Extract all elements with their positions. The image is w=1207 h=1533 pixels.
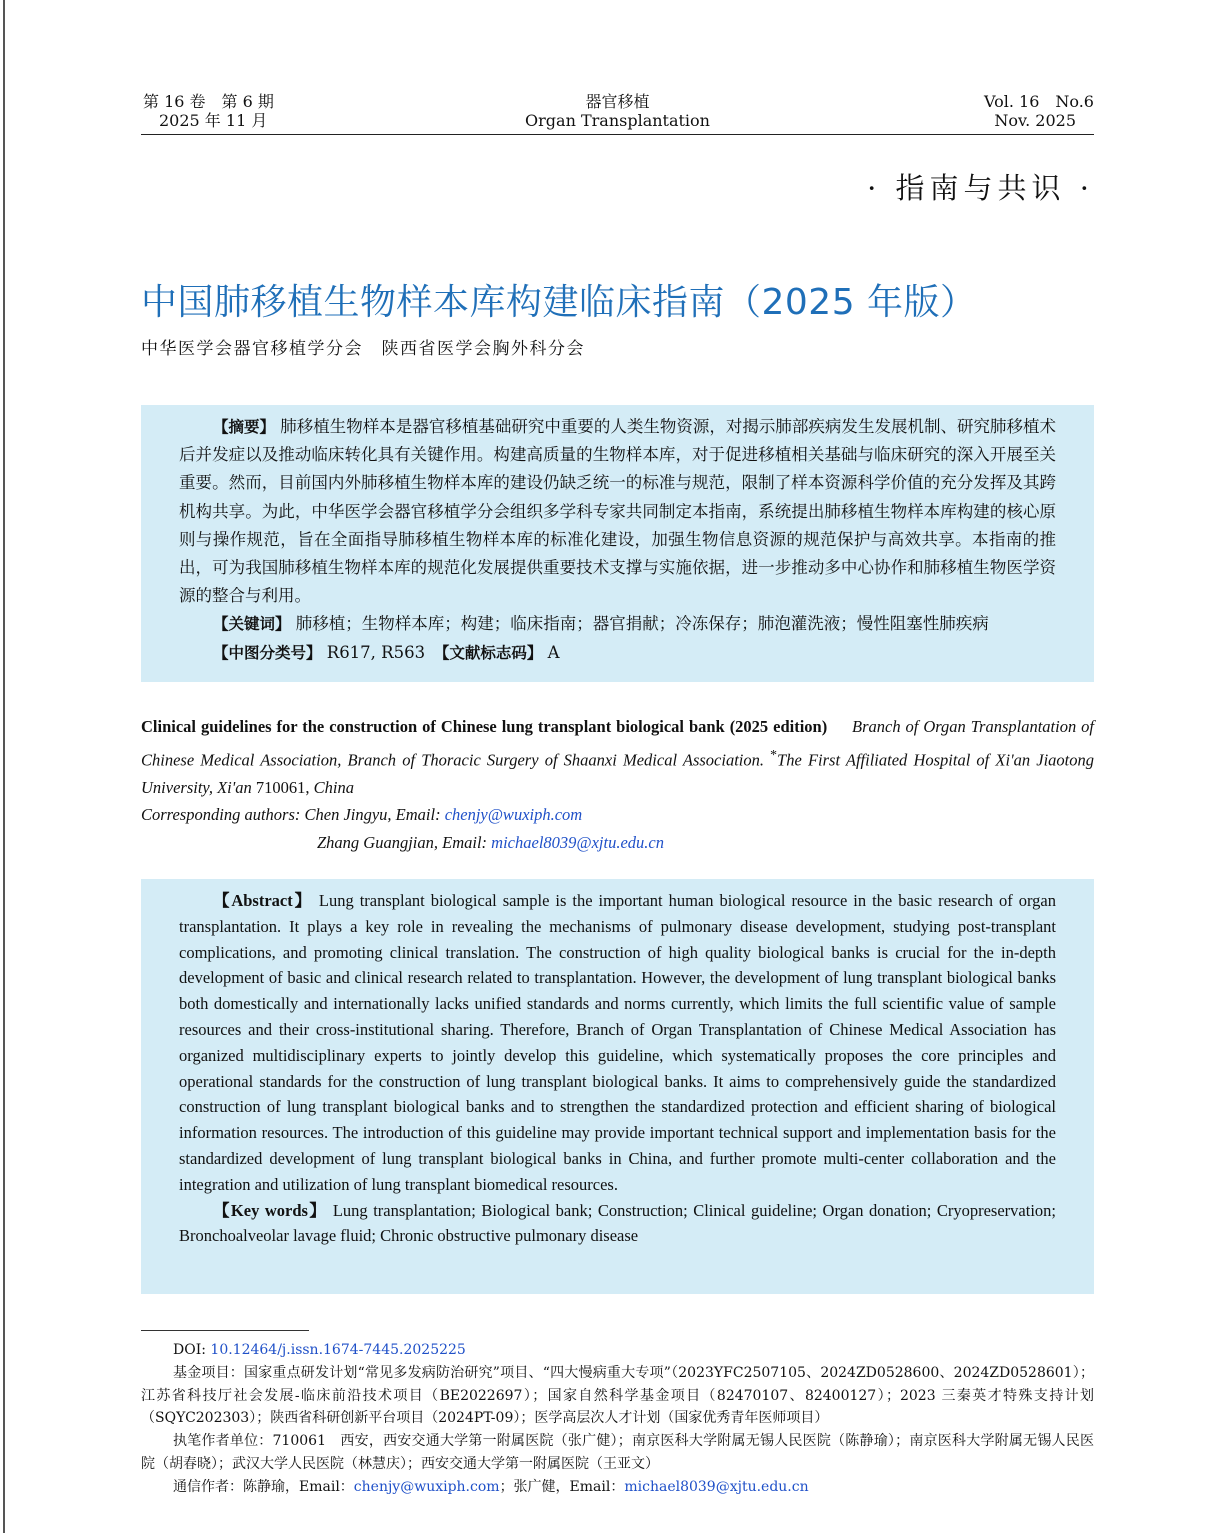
corr-email-link-2[interactable]: michael8039@xjtu.edu.cn [491, 832, 664, 852]
corr-label-2: Zhang Guangjian, Email: [317, 832, 488, 852]
corresponding-line-1 [141, 801, 1094, 829]
page-edge-rule [3, 0, 5, 1533]
keywords-cn-text: 肺移植；生物样本库；构建；临床指南；器官捐献；冷冻保存；肺泡灌洗液；慢性阻塞性肺疾病 [295, 614, 989, 634]
contact-label: 通信作者：陈静瑜，Email： [173, 1478, 354, 1495]
classification-paragraph [179, 639, 1056, 667]
contact-note [141, 1476, 1094, 1499]
abstract-cn-label: 【摘要】 [213, 418, 276, 436]
writers-note: 执笔作者单位：710061 西安，西安交通大学第一附属医院（张广健）；南京医科大学附属无锡人民医院（陈静瑜）；南京医科大学附属无锡人民医院（胡春晓）；武汉大学人民医院（林慧庆）；西安交通大学第一附属医院（王亚文） [141, 1433, 1094, 1472]
english-affiliation: The First Affiliated Hospital of Xi'an Jiaotong University, Xi'an [141, 750, 1094, 797]
keywords-cn-paragraph [179, 610, 1056, 638]
keywords-en-paragraph [179, 1198, 1056, 1250]
doc-code-label: 【文献标志码】 [441, 643, 543, 662]
footnotes [141, 1339, 1094, 1499]
doi-label: DOI: [173, 1342, 206, 1358]
header-center [141, 92, 1094, 130]
english-postcode: 710061 [255, 777, 306, 797]
contact-email-link-1[interactable]: chenjy@wuxiph.com [353, 1478, 500, 1495]
clc-label: 【中图分类号】 [213, 643, 322, 662]
keywords-en-text: Lung transplantation; Biological bank; Construction; Clinical guideline; Organ donation; Cryopreservation; Bronchoalveolar lavage fluid; Chronic obstructive pulmonary disease [179, 1200, 1056, 1246]
header-right [984, 92, 1094, 130]
volume-issue: 第 16 卷 第 6 期 [143, 92, 274, 111]
english-article-info [141, 713, 1094, 856]
issue-date: 2025 年 11 月 [159, 111, 268, 130]
abstract-en-label: 【Abstract】 [213, 891, 313, 910]
contact-email-link-2[interactable]: michael8039@xjtu.edu.cn [624, 1478, 809, 1495]
abstract-en-paragraph [179, 888, 1056, 1198]
corr-email-link-1[interactable]: chenjy@wuxiph.com [444, 805, 583, 824]
keywords-cn-label: 【关键词】 [213, 615, 291, 634]
issue-date-en: Nov. 2025 [994, 111, 1076, 130]
doi-line [141, 1339, 1094, 1362]
abstract-cn-box [141, 405, 1094, 682]
english-authors: Branch of Organ Transplantation of Chinese Medical Association, Branch of Thoracic Surgery of Shaanxi Medical Association. [141, 717, 1094, 769]
corresponding-line-2 [141, 829, 1094, 857]
doi-link[interactable]: 10.12464/j.issn.1674-7445.2025225 [210, 1342, 466, 1358]
journal-name-cn: 器官移植 [585, 92, 650, 111]
funding-note: 基金项目：国家重点研发计划“常见多发病防治研究”项目、“四大慢病重大专项”（2023YFC2507105、2024ZD0528600、2024ZD0528601）；江苏省科技厅社会发展-临床前沿技术项目（BE2022697）；国家自然科学基金项目（82470107、82400127）；2023 三秦英才特殊支持计划（SQYC202303）；陕西省科研创新平台项目（2024PT-09）；医学高层次人才计划（国家优秀青年医师项目） [141, 1364, 1094, 1427]
abstract-en-box [141, 879, 1094, 1294]
article-title: 中国肺移植生物样本库构建临床指南（2025 年版） [141, 282, 977, 324]
contact-mid: ；张广健，Email： [499, 1478, 625, 1495]
clc-value: R617, R563 [326, 642, 426, 662]
english-title-paragraph: Clinical guidelines for the construction of Chinese lung transplant biological bank (2025 edition) Branch of Organ Transplantation of Chinese Medical Association, Branch of Thoracic Surgery of Shaanxi Medical Association. *The First Affiliated Hospital of Xi'an Jiaotong University, Xi'an 710061, China [141, 717, 1094, 797]
abstract-en-text: Lung transplant biological sample is the important human biological resource in the basic research of organ transplantation. It plays a key role in revealing the mechanisms of pulmonary disease development, studying post-transplant complications, and promoting clinical translation. The construction of high quality biological banks is crucial for the in-depth development of basic and clinical research related to transplantation. However, the development of lung transplant biological banks both domestically and internationally lacks unified standards and norms currently, which limits the full scientific value of sample resources and their cross-institutional sharing. Therefore, Branch of Organ Transplantation of Chinese Medical Association has organized multidisciplinary experts to jointly develop this guideline, which systematically proposes the core principles and operational standards for the construction of lung transplant biological banks. It aims to comprehensively guide the standardized construction of lung transplant biological banks and to strengthen the standardized protection and efficient sharing of biological information resources. The introduction of this guideline may provide important technical support and implementation basis for the standardized development of lung transplant biological banks in China, and further promote multi-center collaboration and the integration and utilization of lung transplant biomedical resources. [179, 891, 1056, 1194]
english-title: Clinical guidelines for the construction of Chinese lung transplant biological bank (2025 edition) [141, 717, 828, 736]
corr-label-1: Corresponding authors: Chen Jingyu, Email: [141, 805, 441, 824]
section-tag: · 指南与共识 · [867, 171, 1094, 205]
article-authors: 中华医学会器官移植学分会 陕西省医学会胸外科分会 [141, 339, 585, 359]
footnote-rule [141, 1330, 309, 1331]
abstract-cn-text: 肺移植生物样本是器官移植基础研究中重要的人类生物资源，对揭示肺部疾病发生发展机制、研究肺移植术后并发症以及推动临床转化具有关键作用。构建高质量的生物样本库，对于促进移植相关基础与临床研究的深入开展至关重要。然而，目前国内外肺移植生物样本库的建设仍缺乏统一的标准与规范，限制了样本资源科学价值的充分发挥及其跨机构共享。为此，中华医学会器官移植学分会组织多学科专家共同制定本指南，系统提出肺移植生物样本库构建的核心原则与操作规范，旨在全面指导肺移植生物样本库的标准化建设，加强生物信息资源的规范保护与高效共享。本指南的推出，可为我国肺移植生物样本库的规范化发展提供重要技术支撑与实施依据，进一步推动多中心协作和肺移植生物医学资源的整合与利用。 [179, 417, 1056, 606]
keywords-en-label: 【Key words】 [213, 1200, 328, 1220]
abstract-cn-paragraph [179, 413, 1056, 610]
doc-code-value: A [547, 642, 560, 662]
journal-name-en: Organ Transplantation [525, 111, 710, 130]
running-header [141, 92, 1094, 135]
volume-issue-en: Vol. 16 No.6 [984, 92, 1094, 111]
english-country: China [313, 777, 354, 797]
affiliation-mark: * [770, 746, 778, 762]
